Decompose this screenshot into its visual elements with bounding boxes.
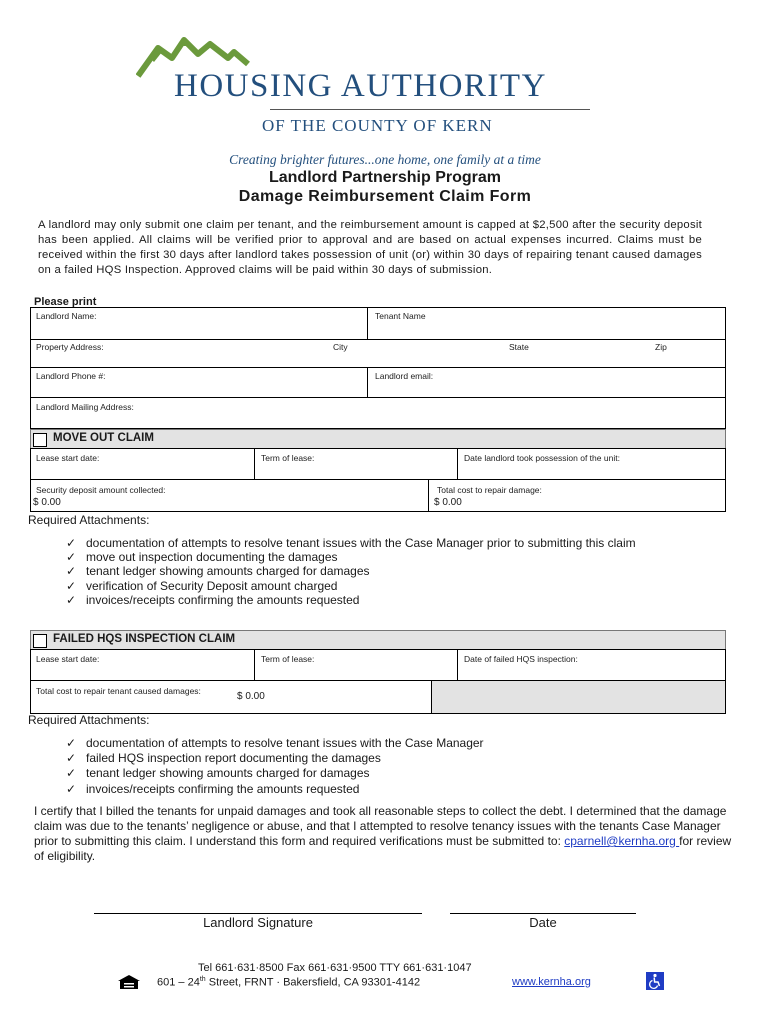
failed-inspection-date-field[interactable] — [457, 649, 726, 681]
move-out-claim-heading: MOVE OUT CLAIM — [53, 432, 154, 444]
move-out-total-cost-field[interactable] — [428, 479, 726, 512]
list-item: ✓ verification of Security Deposit amount charged — [66, 578, 338, 593]
footer-contact: Tel 661·631·8500 Fax 661·631·9500 TTY 661·631·1047 — [198, 962, 472, 974]
move-out-claim-checkbox[interactable] — [33, 433, 47, 447]
move-out-attachments-list — [66, 536, 726, 607]
hqs-lease-start-field[interactable] — [30, 649, 255, 681]
city-label: City — [333, 342, 348, 352]
hqs-attachments-list — [66, 736, 726, 797]
property-address-label: Property Address: — [36, 342, 104, 352]
checkmark-icon: ✓ — [66, 592, 77, 607]
property-address-field[interactable] — [30, 339, 726, 368]
hqs-claim-heading: FAILED HQS INSPECTION CLAIM — [53, 633, 236, 645]
form-title: Damage Reimbursement Claim Form — [238, 188, 532, 205]
lease-start-label: Lease start date: — [36, 654, 100, 664]
hqs-term-field[interactable] — [254, 649, 458, 681]
intro-paragraph: A landlord may only submit one claim per tenant, and the reimbursement amount is capped at $2,500 after the security deposit has been applied. All claims will be verified prior to approval and are based on actual expenses incurred. Claims must be received within the first 30 days after landlord takes possession of unit (or) within 30 days of repairing tenant caused damages on a failed HQS Inspection. Approved claims will be paid within 30 days of submission. — [38, 219, 702, 276]
list-item: ✓ tenant ledger showing amounts charged for damages — [66, 564, 370, 579]
checkmark-icon: ✓ — [66, 736, 77, 750]
security-deposit-label: Security deposit amount collected: — [36, 485, 166, 495]
list-item: ✓ tenant ledger showing amounts charged for damages — [66, 766, 370, 781]
checkmark-icon: ✓ — [66, 751, 77, 766]
equal-housing-icon — [118, 975, 140, 989]
form-title-program: Landlord Partnership Program — [268, 169, 502, 186]
tagline: Creating brighter futures...one home, one family at a time — [229, 152, 541, 167]
hqs-total-cost-field[interactable] — [30, 680, 432, 714]
move-out-lease-start-field[interactable] — [30, 448, 255, 480]
checkmark-icon: ✓ — [66, 550, 77, 565]
date-label: Date — [529, 915, 557, 930]
landlord-phone-label: Landlord Phone #: — [36, 371, 106, 381]
total-cost-label: Total cost to repair damage: — [437, 485, 542, 495]
term-of-lease-label: Term of lease: — [261, 453, 315, 463]
failed-inspection-date-label: Date of failed HQS inspection: — [464, 654, 578, 664]
list-item: ✓ invoices/receipts confirming the amounts requested — [66, 592, 360, 607]
list-item: ✓ documentation of attempts to resolve tenant issues with the Case Manager prior to submitting this claim — [66, 536, 636, 550]
hqs-claim-header — [30, 630, 726, 650]
hqs-claim-checkbox[interactable] — [33, 634, 47, 648]
total-cost-value: $ 0.00 — [434, 497, 462, 508]
zip-label: Zip — [655, 342, 667, 352]
list-item: ✓ invoices/receipts confirming the amounts requested — [66, 781, 360, 796]
term-of-lease-label: Term of lease: — [261, 654, 315, 664]
list-item: ✓ failed HQS inspection report documenting the damages — [66, 751, 381, 766]
certification-paragraph: I certify that I billed the tenants for unpaid damages and took all reasonable steps to collect the debt. I determined that the damage claim was due to the tenants’ negligence or abuse, and that I attempted to resolve tenancy issues with the tenants Case Manager prior to submitting this claim. I understand this form and required verifications must be submitted to: cparnell@kernha.org for review of eligibility. — [34, 804, 732, 863]
logo-divider — [270, 109, 590, 110]
tenant-name-field[interactable] — [367, 307, 726, 340]
landlord-email-field[interactable] — [367, 367, 726, 398]
checkmark-icon: ✓ — [66, 564, 77, 579]
possession-date-label: Date landlord took possession of the unit: — [464, 453, 620, 463]
footer-address: 601 – 24th Street, FRNT · Bakersfield, CA 93301-4142 — [157, 976, 421, 989]
landlord-name-label: Landlord Name: — [36, 311, 97, 321]
landlord-signature-line[interactable] — [94, 913, 422, 914]
security-deposit-value: $ 0.00 — [33, 497, 61, 508]
move-out-required-label: Required Attachments: — [28, 513, 150, 527]
state-label: State — [509, 342, 529, 352]
list-item: ✓ documentation of attempts to resolve tenant issues with the Case Manager — [66, 736, 484, 750]
hqs-required-label: Required Attachments: — [28, 713, 150, 727]
security-deposit-field[interactable] — [30, 479, 429, 512]
hqs-shaded-cell — [431, 680, 726, 714]
please-print-label: Please print — [34, 296, 97, 308]
website-link[interactable]: www.kernha.org — [512, 976, 591, 988]
submission-email-link[interactable]: cparnell@kernha.org — [564, 834, 680, 848]
logo-subtitle: OF THE COUNTY OF KERN — [262, 116, 493, 135]
landlord-email-label: Landlord email: — [375, 371, 434, 381]
list-item: ✓ move out inspection documenting the damages — [66, 550, 338, 565]
checkmark-icon: ✓ — [66, 578, 77, 593]
lease-start-label: Lease start date: — [36, 453, 100, 463]
mailing-address-label: Landlord Mailing Address: — [36, 402, 134, 412]
move-out-term-field[interactable] — [254, 448, 458, 480]
mailing-address-field[interactable] — [30, 397, 726, 429]
checkmark-icon: ✓ — [66, 781, 77, 796]
logo-name: HOUSING AUTHORITY — [174, 68, 547, 104]
landlord-name-field[interactable] — [30, 307, 368, 340]
landlord-signature-label: Landlord Signature — [203, 915, 313, 930]
checkmark-icon: ✓ — [66, 536, 77, 550]
hqs-total-cost-label: Total cost to repair tenant caused damages: — [36, 686, 201, 696]
tenant-name-label: Tenant Name — [375, 311, 426, 321]
landlord-phone-field[interactable] — [30, 367, 368, 398]
hqs-total-cost-value: $ 0.00 — [237, 691, 265, 702]
move-out-claim-header — [30, 429, 726, 449]
possession-date-field[interactable] — [457, 448, 726, 480]
checkmark-icon: ✓ — [66, 766, 77, 781]
accessibility-icon — [646, 972, 664, 990]
date-line[interactable] — [450, 913, 636, 914]
